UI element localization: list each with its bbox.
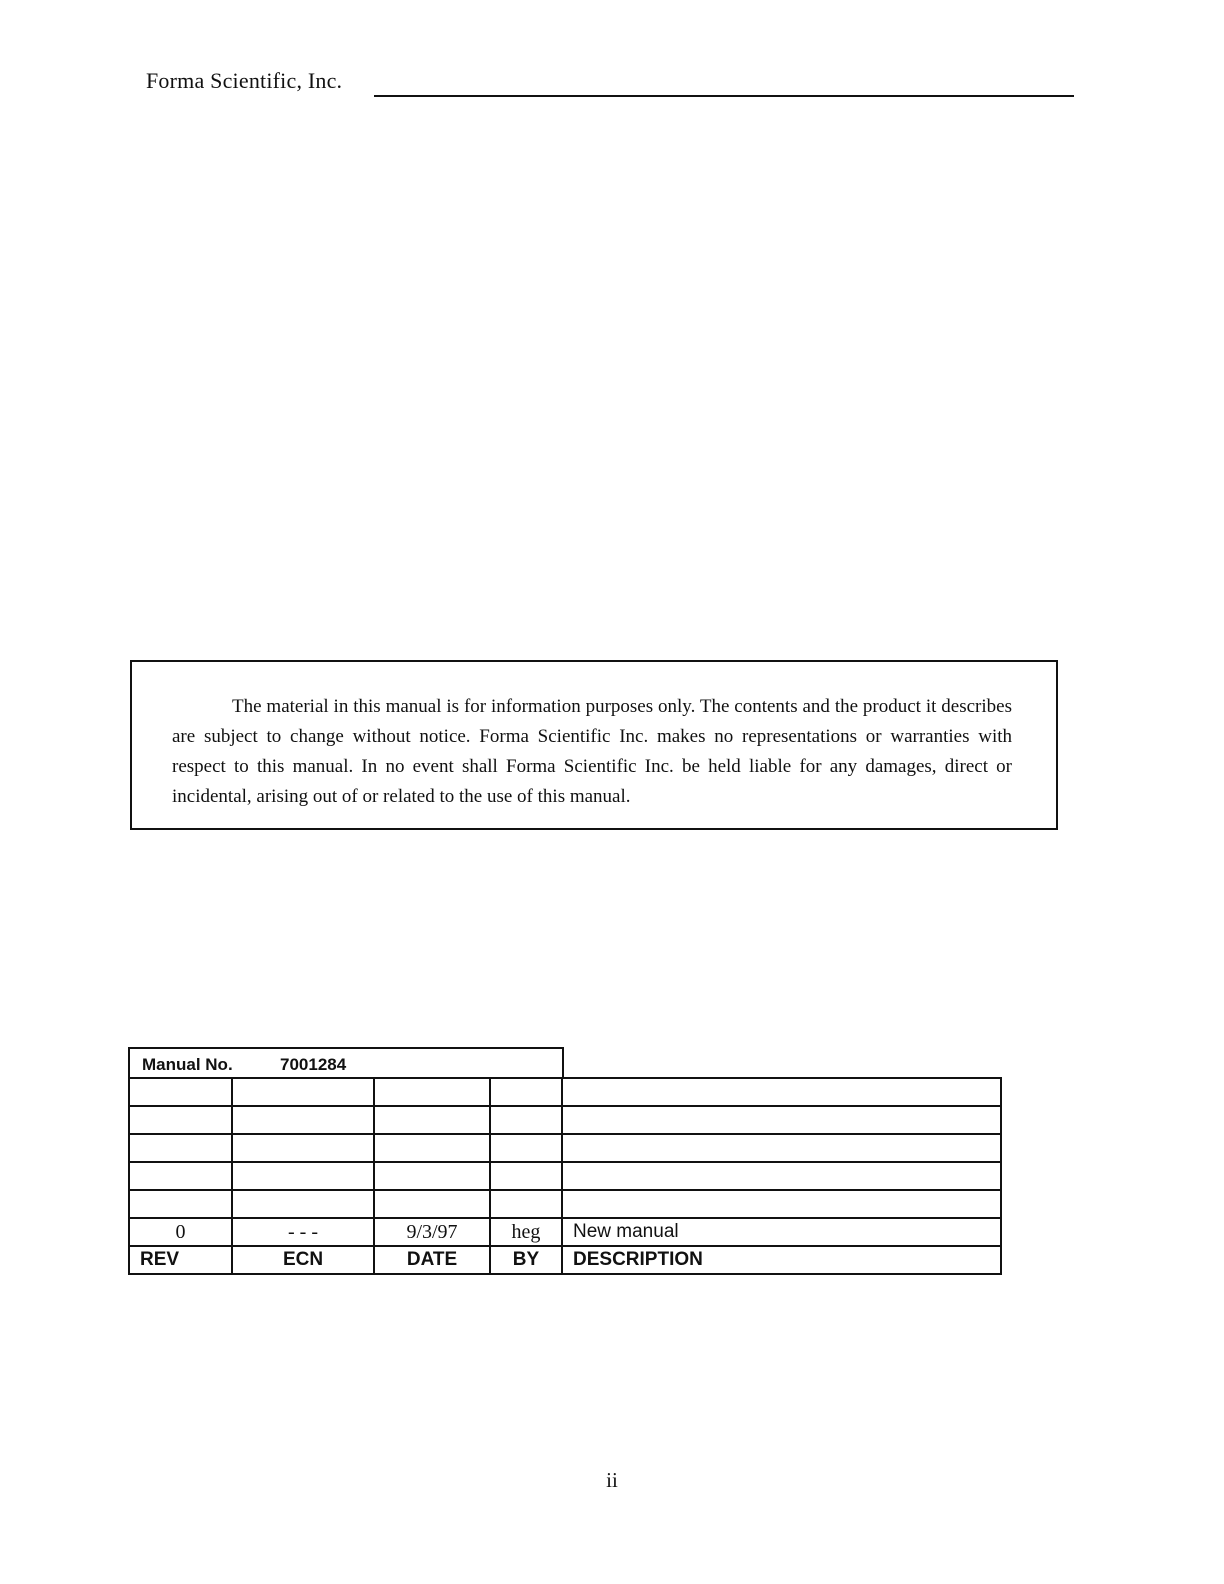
table-cell bbox=[232, 1134, 374, 1162]
table-cell bbox=[374, 1078, 490, 1106]
description-value: New manual bbox=[562, 1218, 1001, 1246]
table-cell bbox=[232, 1078, 374, 1106]
revision-table bbox=[128, 1047, 1002, 1291]
table-cell bbox=[562, 1190, 1001, 1218]
table-cell bbox=[129, 1078, 232, 1106]
disclaimer-text: The material in this manual is for information purposes only. The contents and the product it describes are subject to change without notice. Forma Scientific Inc. makes no representations or warranties with respect to this manual. In no event shall Forma Scientific Inc. be held liable for any damages, direct or incidental, arising out of or related to the use of this manual. bbox=[172, 696, 1012, 807]
by-value: heg bbox=[490, 1218, 562, 1246]
table-cell bbox=[490, 1134, 562, 1162]
table-cell bbox=[129, 1134, 232, 1162]
table-cell bbox=[374, 1106, 490, 1134]
table-cell bbox=[232, 1162, 374, 1190]
by-column-label: BY bbox=[490, 1246, 562, 1274]
manual-number-label: Manual No. bbox=[142, 1055, 233, 1074]
empty-revision-row bbox=[129, 1162, 1001, 1190]
ecn-value: - - - bbox=[232, 1218, 374, 1246]
table-cell bbox=[232, 1190, 374, 1218]
table-cell bbox=[374, 1190, 490, 1218]
table-cell bbox=[562, 1162, 1001, 1190]
empty-revision-row bbox=[129, 1134, 1001, 1162]
manual-number-header bbox=[128, 1047, 564, 1078]
table-cell bbox=[374, 1134, 490, 1162]
revision-entry-row bbox=[129, 1218, 1001, 1246]
rev-value: 0 bbox=[129, 1218, 232, 1246]
header-rule bbox=[374, 95, 1074, 97]
date-column-label: DATE bbox=[374, 1246, 490, 1274]
manual-number-value: 7001284 bbox=[280, 1055, 347, 1074]
empty-revision-row bbox=[129, 1190, 1001, 1218]
rev-column-label: REV bbox=[129, 1246, 232, 1274]
disclaimer-box bbox=[130, 660, 1058, 830]
table-cell bbox=[490, 1162, 562, 1190]
table-cell bbox=[232, 1106, 374, 1134]
table-cell bbox=[490, 1106, 562, 1134]
company-name: Forma Scientific, Inc. bbox=[146, 68, 343, 93]
table-cell bbox=[490, 1078, 562, 1106]
column-label-row bbox=[129, 1246, 1001, 1274]
table-cell bbox=[562, 1134, 1001, 1162]
ecn-column-label: ECN bbox=[232, 1246, 374, 1274]
table-cell bbox=[490, 1190, 562, 1218]
table-cell bbox=[129, 1106, 232, 1134]
page-header bbox=[146, 66, 1074, 100]
description-column-label: DESCRIPTION bbox=[562, 1246, 1001, 1274]
revision-grid bbox=[128, 1077, 1002, 1275]
table-cell bbox=[129, 1190, 232, 1218]
empty-revision-row bbox=[129, 1106, 1001, 1134]
table-cell bbox=[374, 1162, 490, 1190]
empty-revision-row bbox=[129, 1078, 1001, 1106]
date-value: 9/3/97 bbox=[374, 1218, 490, 1246]
table-cell bbox=[129, 1162, 232, 1190]
table-cell bbox=[562, 1106, 1001, 1134]
page-number: ii bbox=[606, 1468, 618, 1492]
table-cell bbox=[562, 1078, 1001, 1106]
